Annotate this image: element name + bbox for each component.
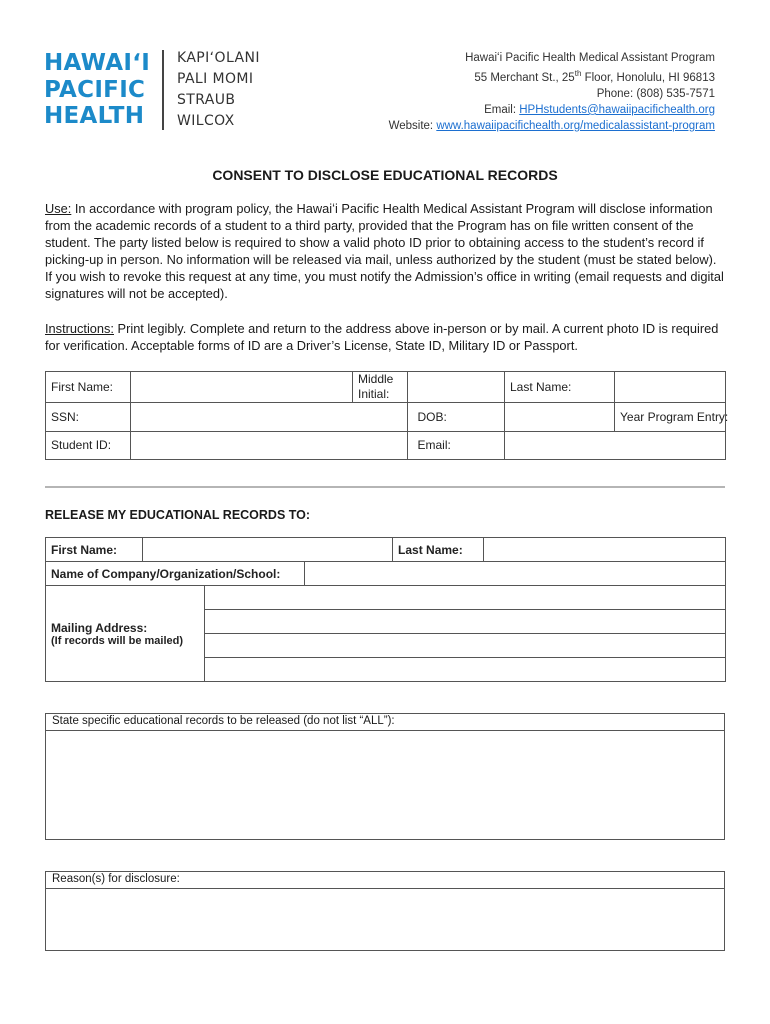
ssn-field[interactable]	[131, 403, 408, 432]
logo-affiliates	[177, 48, 260, 132]
recipient-first-name-field[interactable]	[143, 538, 393, 562]
reason-field[interactable]	[46, 889, 724, 950]
mailing-address-line-2[interactable]	[205, 610, 726, 634]
logo-line: HEALTH	[44, 103, 145, 129]
year-entry-label: Year Program Entry:	[615, 403, 726, 432]
email-field[interactable]	[505, 431, 726, 460]
email-label-text: Email:	[417, 438, 451, 453]
mailing-address-note: (If records will be mailed)	[51, 634, 184, 647]
affiliate-name: WILCOX	[177, 113, 235, 129]
mailing-address-line-4[interactable]	[205, 658, 726, 682]
logo-hawaii-pacific-health	[44, 50, 150, 130]
student-info-table	[45, 371, 729, 460]
page-title: CONSENT TO DISCLOSE EDUCATIONAL RECORDS	[212, 167, 558, 183]
use-label: Use:	[45, 201, 72, 216]
dob-label-text: DOB:	[417, 409, 447, 424]
website-link[interactable]: www.hawaiipacifichealth.org/medicalassistant-program	[436, 119, 715, 132]
student-id-label: Student ID:	[46, 431, 131, 460]
dob-label	[418, 403, 505, 432]
affiliate-name: KAPIʻOLANI	[177, 50, 260, 66]
middle-initial-label	[353, 372, 408, 403]
reason-label: Reason(s) for disclosure:	[46, 872, 724, 889]
dob-field[interactable]	[505, 403, 615, 432]
release-heading: RELEASE MY EDUCATIONAL RECORDS TO:	[45, 508, 311, 522]
phone-line: Phone: (808) 535-7571	[596, 87, 715, 100]
company-label: Name of Company/Organization/School:	[46, 562, 305, 586]
first-name-field[interactable]	[131, 372, 353, 403]
email-link[interactable]: HPHstudents@hawaiipacifichealth.org	[519, 103, 715, 116]
use-paragraph	[45, 200, 727, 302]
mailing-address-label	[46, 586, 205, 682]
last-name-label: Last Name:	[505, 372, 615, 403]
section-divider	[45, 486, 725, 488]
recipient-last-name-label: Last Name:	[393, 538, 484, 562]
mailing-address-line-3[interactable]	[205, 634, 726, 658]
contact-info	[389, 50, 715, 134]
dob-label-spacer	[408, 403, 418, 432]
records-to-release-field[interactable]	[46, 731, 724, 839]
middle-initial-text: Initial:	[358, 387, 390, 401]
email-label-spacer	[408, 431, 418, 460]
logo-divider	[162, 50, 164, 130]
use-text: In accordance with program policy, the Hawaiʻi Pacific Health Medical Assistant Program will disclose information from the academic records of a student to a third party, provided that the Program has on file written consent of the student. The party listed below is required to show a valid photo ID prior to obtaining access to the student’s record if picking-up in person. No information will be released via mail, unless authorized by the student (must be stated below). If you wish to revoke this request at any time, you must notify the Admission’s office in writing (email requests and digital signatures will not be accepted).	[45, 201, 724, 301]
last-name-field[interactable]	[615, 372, 726, 403]
mailing-address-title: Mailing Address:	[51, 620, 148, 635]
reason-box	[45, 871, 725, 951]
logo-line: PACIFIC	[44, 76, 146, 103]
instructions-text: Print legibly. Complete and return to the address above in-person or by mail. A current photo ID is required for verification. Acceptable forms of ID are a Driver’s License, State ID, Military ID or Passport.	[45, 321, 719, 353]
records-to-release-box	[45, 713, 725, 840]
recipient-first-name-label: First Name:	[46, 538, 143, 562]
instructions-label: Instructions:	[45, 321, 114, 336]
company-field[interactable]	[305, 562, 726, 586]
website-label: Website:	[388, 119, 437, 132]
address-superscript: th	[574, 69, 582, 78]
email-label	[418, 431, 505, 460]
mailing-address-line-1[interactable]	[205, 586, 726, 610]
instructions-paragraph	[45, 320, 727, 354]
website-line	[389, 118, 715, 134]
affiliate-name: PALI MOMI	[177, 71, 254, 87]
logo-line: HAWAIʻI	[44, 50, 151, 76]
first-name-label: First Name:	[46, 372, 131, 403]
address-part: Floor, Honolulu, HI 96813	[581, 71, 715, 84]
email-line	[389, 102, 715, 118]
student-id-field[interactable]	[131, 431, 408, 460]
middle-initial-field[interactable]	[408, 372, 505, 403]
release-table	[45, 537, 726, 682]
recipient-last-name-field[interactable]	[484, 538, 726, 562]
ssn-label: SSN:	[46, 403, 131, 432]
program-name: Hawaiʻi Pacific Health Medical Assistant Program	[465, 52, 715, 64]
records-to-release-label: State specific educational records to be released (do not list “ALL”):	[46, 714, 724, 731]
affiliate-name: STRAUB	[177, 92, 236, 108]
middle-initial-text: Middle	[358, 372, 394, 386]
address-part: 55 Merchant St., 25	[474, 71, 575, 84]
mailing-address-line	[389, 66, 715, 86]
email-label: Email:	[484, 103, 520, 116]
